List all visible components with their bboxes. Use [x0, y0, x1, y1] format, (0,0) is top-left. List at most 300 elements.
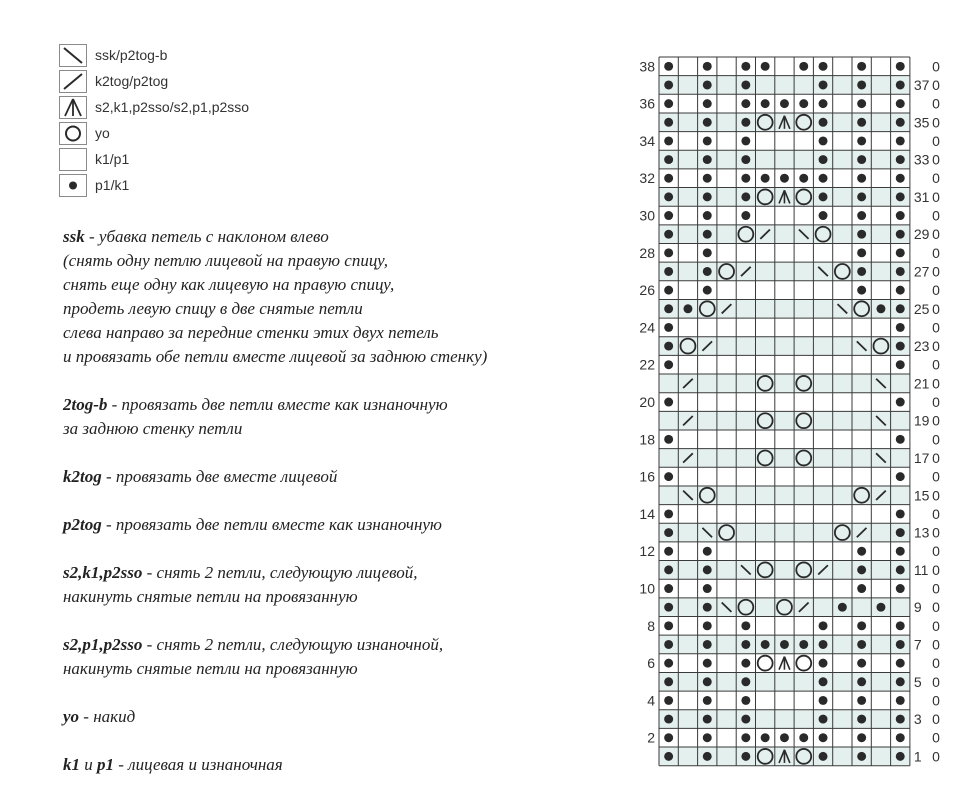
yarn-over-circle [758, 562, 773, 577]
yarn-over-circle [835, 525, 850, 540]
purl-dot [741, 155, 750, 164]
ssk-mark [818, 267, 828, 276]
purl-dot [761, 99, 770, 108]
purl-dot [664, 584, 673, 593]
purl-dot [838, 603, 847, 612]
chart-row [659, 188, 910, 207]
yarn-over-circle [758, 376, 773, 391]
purl-dot [857, 640, 866, 649]
row-label-odd: 1 [913, 748, 922, 765]
yo-circle-icon [59, 122, 87, 145]
chart-row [659, 691, 910, 710]
zero-column-label: 0 [932, 76, 940, 93]
purl-dot [857, 621, 866, 630]
purl-dot [741, 659, 750, 668]
chart-row [659, 393, 910, 412]
yarn-over-circle [758, 451, 773, 466]
zero-column-label: 0 [932, 319, 940, 336]
ssk-mark [876, 379, 886, 388]
purl-dot [819, 659, 828, 668]
purl-dot [703, 696, 712, 705]
chart-row [659, 76, 910, 95]
chart-row [659, 150, 910, 169]
purl-dot [857, 696, 866, 705]
purl-dot [819, 62, 828, 71]
purl-dot [664, 211, 673, 220]
s2k1p2sso-mark [779, 657, 790, 670]
purl-dot [761, 733, 770, 742]
purl-dot [857, 136, 866, 145]
purl-dot [703, 174, 712, 183]
purl-dot [703, 99, 712, 108]
purl-dot [780, 733, 789, 742]
yarn-over-circle [796, 189, 811, 204]
zero-column-label: 0 [932, 711, 940, 728]
row-label-odd: 7 [913, 636, 922, 653]
description-line [63, 345, 487, 369]
yarn-over-circle [758, 189, 773, 204]
description-term: k1 [63, 755, 80, 774]
purl-dot [703, 584, 712, 593]
zero-column-label: 0 [932, 468, 940, 485]
purl-dot [664, 323, 673, 332]
purl-dot [857, 677, 866, 686]
s2k1p2sso-arrow-icon [59, 96, 87, 119]
purl-dot [664, 696, 673, 705]
yarn-over-circle [758, 656, 773, 671]
description-line [63, 657, 443, 681]
purl-dot [741, 174, 750, 183]
zero-column-label: 0 [932, 487, 940, 504]
purl-dot [664, 528, 673, 537]
chart-row [659, 206, 910, 225]
description-line [63, 297, 487, 321]
purl-dot [703, 230, 712, 239]
purl-dot [780, 99, 789, 108]
description-block [63, 225, 487, 369]
purl-dot [896, 565, 905, 574]
purl-dot [664, 174, 673, 183]
description-line [63, 705, 135, 729]
s2k1p2sso-mark [779, 750, 790, 763]
chart-row [659, 374, 910, 393]
purl-dot [703, 211, 712, 220]
grid-lines [659, 57, 910, 766]
s2k1p2sso-mark [779, 116, 790, 129]
zero-column-label: 0 [932, 114, 940, 131]
purl-dot [761, 62, 770, 71]
zero-column-label: 0 [932, 58, 940, 75]
purl-dot [664, 192, 673, 201]
row-label-even: 30 [639, 207, 655, 224]
purl-dot [664, 733, 673, 742]
k2tog-mark [722, 304, 732, 313]
zero-column-label: 0 [932, 431, 940, 448]
zero-column-label: 0 [932, 188, 940, 205]
yarn-over-circle [854, 301, 869, 316]
chart-row [659, 654, 910, 673]
purl-dot [896, 80, 905, 89]
purl-dot [857, 286, 866, 295]
purl-dot [703, 136, 712, 145]
purl-dot [664, 286, 673, 295]
description-text: - провязать две петли вместе как изнаночную [107, 395, 448, 414]
yarn-over-circle [796, 562, 811, 577]
purl-dot [896, 323, 905, 332]
purl-dot [896, 528, 905, 537]
zero-column-label: 0 [932, 356, 940, 373]
purl-dot [896, 155, 905, 164]
purl-dot [664, 640, 673, 649]
purl-dot [876, 603, 885, 612]
zero-column-label: 0 [932, 692, 940, 709]
purl-dot [664, 62, 673, 71]
purl-dot [761, 640, 770, 649]
ssk-mark [741, 565, 751, 574]
description-term: ssk [63, 227, 85, 246]
description-text: - лицевая и изнаночная [114, 755, 283, 774]
s2k1p2sso-mark [779, 190, 790, 203]
row-label-even: 2 [647, 729, 655, 746]
purl-dot [741, 136, 750, 145]
chart-row [659, 505, 910, 524]
chart-row [659, 225, 910, 244]
description-term: yo [63, 707, 80, 726]
zero-column-label: 0 [932, 673, 940, 690]
legend-label: yo [95, 125, 110, 141]
yarn-over-circle [719, 525, 734, 540]
chart-row [659, 244, 910, 263]
purl-dot [664, 603, 673, 612]
zero-column-label: 0 [932, 580, 940, 597]
purl-dot [857, 211, 866, 220]
chart-row [659, 94, 910, 113]
zero-column-label: 0 [932, 617, 940, 634]
description-text: - снять 2 петли, следующую лицевой, [142, 563, 418, 582]
chart-row [659, 299, 910, 318]
purl-dot [703, 155, 712, 164]
k2tog-mark [857, 528, 867, 537]
purl-dot [664, 509, 673, 518]
purl-dot [819, 80, 828, 89]
purl-dot [857, 174, 866, 183]
zero-column-label: 0 [932, 543, 940, 560]
zero-column-label: 0 [932, 151, 940, 168]
chart-row [659, 318, 910, 337]
purl-dot [819, 621, 828, 630]
row-label-even: 38 [639, 58, 655, 75]
purl-dot [741, 192, 750, 201]
purl-dot [819, 118, 828, 127]
yarn-over-circle [700, 488, 715, 503]
row-label-even: 24 [639, 319, 655, 336]
row-label-odd: 19 [913, 412, 930, 429]
ssk-mark [683, 491, 693, 500]
description-text: - убавка петель с наклоном влево [84, 227, 329, 246]
purl-dot [819, 677, 828, 686]
purl-dot [857, 80, 866, 89]
description-line [63, 321, 487, 345]
k2tog-mark [702, 341, 712, 350]
purl-dot [896, 99, 905, 108]
purl-dot [857, 584, 866, 593]
description-text: продеть левую спицу в две снятые петли [63, 299, 363, 318]
zero-column-label: 0 [932, 505, 940, 522]
purl-dot [703, 80, 712, 89]
purl-dot [896, 584, 905, 593]
description-line [63, 561, 418, 585]
row-label-even: 36 [639, 95, 655, 112]
k2tog-mark [741, 267, 751, 276]
chart-row [659, 561, 910, 580]
purl-dot [664, 472, 673, 481]
purl-dot [703, 192, 712, 201]
yarn-over-circle [796, 451, 811, 466]
ssk-mark [876, 453, 886, 462]
row-label-even: 6 [647, 655, 655, 672]
purl-dot [664, 659, 673, 668]
purl-dot [799, 640, 808, 649]
description-block [63, 753, 283, 777]
description-text: - накид [79, 707, 136, 726]
zero-column-label: 0 [932, 207, 940, 224]
purl-dot [857, 752, 866, 761]
purl-dot [664, 342, 673, 351]
purl-dot [896, 621, 905, 630]
legend-label: p1/k1 [95, 177, 130, 193]
description-text: накинуть снятые петли на провязанную [63, 659, 358, 678]
chart-row [659, 747, 910, 766]
purl-dot [819, 752, 828, 761]
ssk-mark [857, 341, 867, 350]
description-term: k2tog [63, 467, 102, 486]
purl-dot [741, 211, 750, 220]
purl-dot [703, 640, 712, 649]
purl-dot [664, 621, 673, 630]
purl-dot [703, 715, 712, 724]
purl-dot [741, 621, 750, 630]
row-label-even: 10 [639, 580, 655, 597]
purl-dot [896, 360, 905, 369]
purl-dot [896, 136, 905, 145]
zero-column-label: 0 [932, 132, 940, 149]
purl-dot [896, 211, 905, 220]
description-text: - снять 2 петли, следующую изнаночной, [142, 635, 444, 654]
zero-column-label: 0 [932, 655, 940, 672]
purl-dot [703, 659, 712, 668]
row-label-odd: 33 [913, 151, 930, 168]
purl-dot [819, 99, 828, 108]
chart-row [659, 467, 910, 486]
chart-row [659, 337, 910, 356]
row-label-odd: 29 [913, 226, 930, 243]
purl-dot [799, 174, 808, 183]
row-label-even: 8 [647, 617, 655, 634]
chart-row [659, 672, 910, 691]
purl-dot [664, 360, 673, 369]
k2tog-mark [683, 379, 693, 388]
chart-row [659, 617, 910, 636]
yarn-over-circle [796, 413, 811, 428]
zero-column-label: 0 [932, 170, 940, 187]
purl-dot [819, 733, 828, 742]
row-label-odd: 25 [913, 300, 930, 317]
zero-column-label: 0 [932, 95, 940, 112]
purl-dot [857, 99, 866, 108]
purl-dot [683, 304, 692, 313]
yarn-over-circle [796, 749, 811, 764]
yarn-over-circle [854, 488, 869, 503]
legend-label: s2,k1,p2sso/s2,p1,p2sso [95, 99, 250, 115]
description-term: s2,k1,p2sso [63, 563, 143, 582]
row-label-even: 34 [639, 132, 655, 149]
purl-dot [819, 155, 828, 164]
purl-dot [819, 640, 828, 649]
yarn-over-circle [758, 413, 773, 428]
purl-dot [896, 659, 905, 668]
row-label-even: 26 [639, 282, 655, 299]
purl-dot [896, 174, 905, 183]
purl-dot [664, 230, 673, 239]
purl-dot [664, 80, 673, 89]
chart-row [659, 523, 910, 542]
row-label-odd: 13 [913, 524, 930, 541]
chart-row [659, 449, 910, 468]
purl-dot [857, 118, 866, 127]
purl-dot [819, 174, 828, 183]
k2tog-slash-icon [59, 70, 87, 93]
purl-dot [741, 118, 750, 127]
ssk-mark [876, 416, 886, 425]
row-label-odd: 3 [913, 711, 922, 728]
purl-dot [741, 752, 750, 761]
purl-dot [896, 342, 905, 351]
zero-column-label: 0 [932, 412, 940, 429]
yarn-over-circle [835, 264, 850, 279]
purl-dot [741, 677, 750, 686]
legend-label: ssk/p2tog-b [95, 47, 168, 63]
row-label-odd: 23 [913, 338, 930, 355]
yarn-over-circle [796, 376, 811, 391]
purl-dot [664, 155, 673, 164]
description-text: (снять одну петлю лицевой на правую спицу, [63, 251, 389, 270]
yarn-over-circle [719, 264, 734, 279]
yarn-over-circle [796, 656, 811, 671]
purl-dot [664, 267, 673, 276]
yarn-over-circle [796, 115, 811, 130]
yarn-over-circle [738, 227, 753, 242]
purl-dot [703, 677, 712, 686]
row-label-odd: 31 [913, 188, 930, 205]
purl-dot [703, 286, 712, 295]
purl-dot [896, 118, 905, 127]
purl-dot [703, 565, 712, 574]
chart-row [659, 635, 910, 654]
zero-column-label: 0 [932, 375, 940, 392]
purl-dot [857, 715, 866, 724]
yarn-over-circle [680, 339, 695, 354]
purl-dot [703, 248, 712, 257]
purl-dot [857, 62, 866, 71]
purl-dot [741, 80, 750, 89]
description-term: p2tog [63, 515, 102, 534]
description-text: снять еще одну как лицевую на правую спицу, [63, 275, 395, 294]
yarn-over-circle [738, 600, 753, 615]
zero-column-label: 0 [932, 394, 940, 411]
row-label-odd: 21 [913, 375, 930, 392]
chart-row [659, 598, 910, 617]
row-label-even: 28 [639, 244, 655, 261]
row-label-even: 16 [639, 468, 655, 485]
purl-dot [896, 509, 905, 518]
purl-dot [703, 118, 712, 127]
purl-dot [857, 267, 866, 276]
purl-dot [664, 677, 673, 686]
purl-dot [780, 640, 789, 649]
purl-dot [896, 230, 905, 239]
purl-dot [703, 733, 712, 742]
zero-column-label: 0 [932, 449, 940, 466]
purl-dot [896, 286, 905, 295]
zero-column-label: 0 [932, 300, 940, 317]
purl-dot [703, 603, 712, 612]
purl-dot [780, 174, 789, 183]
description-line [63, 633, 443, 657]
purl-dot [857, 547, 866, 556]
purl-dot [819, 211, 828, 220]
k2tog-mark [760, 230, 770, 239]
purl-dot [896, 733, 905, 742]
k2tog-mark [799, 603, 809, 612]
k2tog-mark [683, 453, 693, 462]
purl-dot [896, 304, 905, 313]
row-label-even: 20 [639, 394, 655, 411]
description-text: - провязать две вместе лицевой [101, 467, 338, 486]
purl-dot [799, 99, 808, 108]
yarn-over-circle [816, 227, 831, 242]
description-text: слева направо за передние стенки этих двух петель [63, 323, 439, 342]
zero-column-label: 0 [932, 729, 940, 746]
purl-dot [703, 547, 712, 556]
description-line [63, 393, 448, 417]
ssk-mark [702, 528, 712, 537]
row-label-odd: 5 [913, 673, 922, 690]
row-label-odd: 11 [913, 561, 929, 578]
legend-label: k1/p1 [95, 151, 130, 167]
description-block [63, 393, 448, 441]
purl-dot [799, 733, 808, 742]
zero-column-label: 0 [932, 561, 940, 578]
purl-dot [741, 99, 750, 108]
description-line [63, 273, 487, 297]
description-block [63, 465, 337, 489]
purl-dot [896, 696, 905, 705]
purl-dot [799, 62, 808, 71]
purl-dot [896, 248, 905, 257]
yarn-over-circle [700, 301, 715, 316]
k2tog-mark [818, 565, 828, 574]
zero-column-label: 0 [932, 226, 940, 243]
k2tog-mark [876, 491, 886, 500]
description-conjunction: и [80, 755, 97, 774]
ssk-mark [799, 230, 809, 239]
zero-column-label: 0 [932, 636, 940, 653]
zero-column-label: 0 [932, 524, 940, 541]
purl-dot [664, 547, 673, 556]
purl-dot [741, 733, 750, 742]
zero-column-label: 0 [932, 244, 940, 261]
purl-dot [664, 752, 673, 761]
